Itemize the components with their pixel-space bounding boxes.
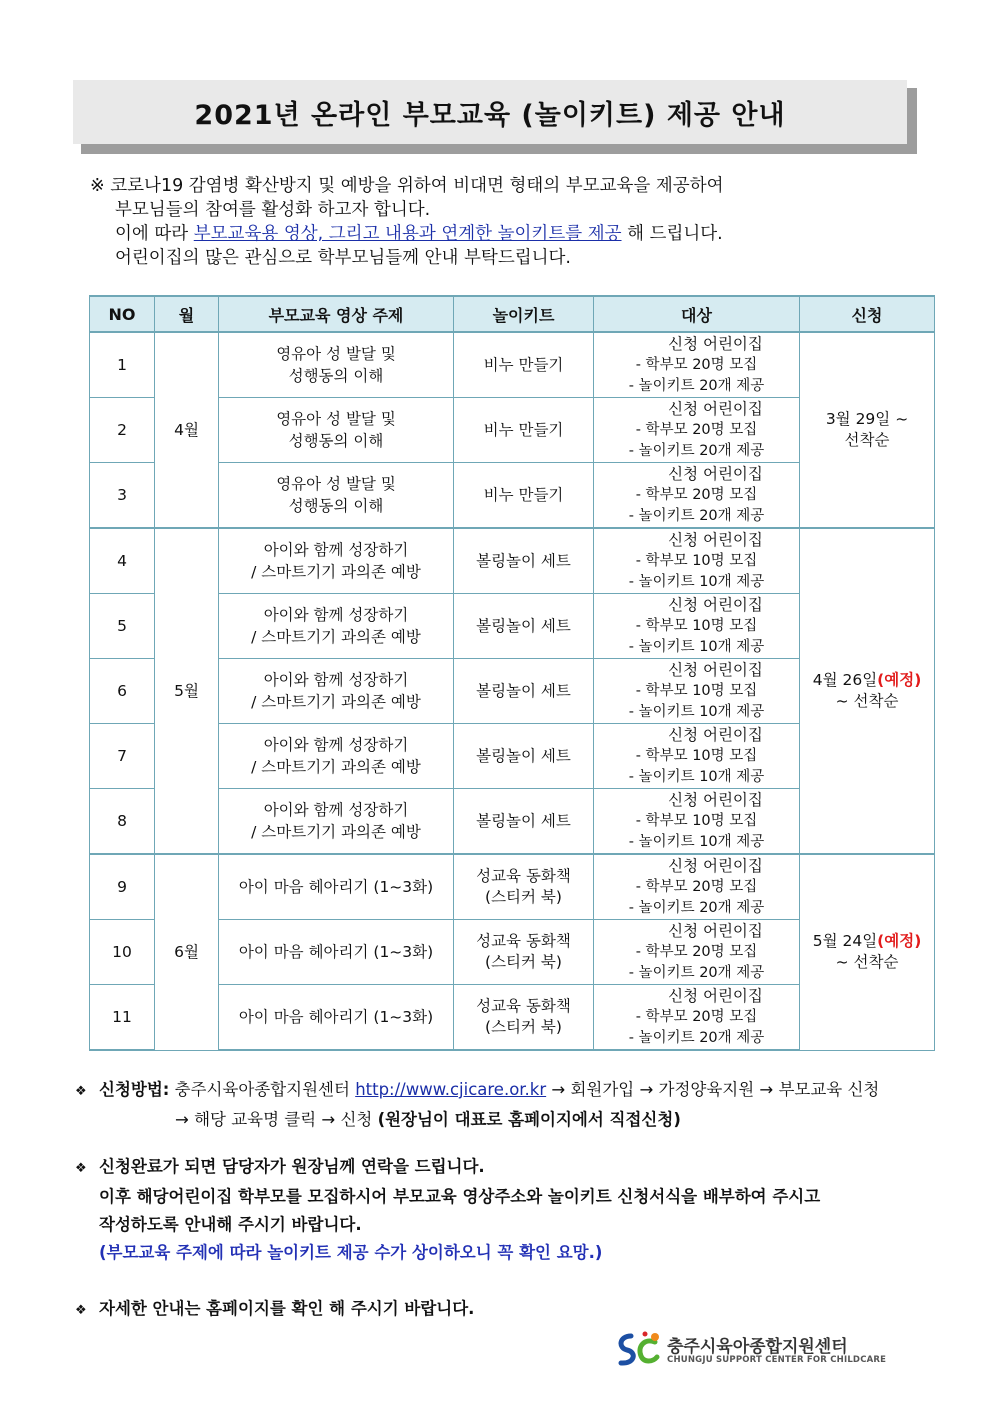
cell-topic	[219, 332, 454, 398]
cell-kit	[454, 398, 594, 463]
header-target: 대상	[594, 296, 800, 332]
cell-no: 1	[90, 332, 155, 398]
cell-target	[594, 594, 800, 659]
cell-topic	[219, 854, 454, 920]
cell-no: 8	[90, 789, 155, 855]
target-line-3: - 놀이키트 20개 제공	[628, 964, 765, 981]
method-steps: → 회원가입 → 가정양육지원 → 부모교육 신청	[546, 1080, 880, 1099]
target-line-2: - 학부모 20명 모집	[635, 1008, 758, 1025]
target-line-1: 신청 어린이집	[668, 921, 763, 940]
cell-target	[594, 332, 800, 398]
topic-line-2: / 스마트기기 과의존 예방	[251, 628, 421, 646]
cell-kit	[454, 789, 594, 855]
cell-target	[594, 854, 800, 920]
target-line-3: - 놀이키트 20개 제공	[628, 377, 765, 394]
target-line-3: - 놀이키트 20개 제공	[628, 899, 765, 916]
target-line-3: - 놀이키트 10개 제공	[628, 573, 765, 590]
target-line-3: - 놀이키트 20개 제공	[628, 507, 765, 524]
complete-line-3: 작성하도록 안내해 주시기 바랍니다.	[99, 1215, 362, 1234]
cell-no: 3	[90, 463, 155, 529]
target-line-2: - 학부모 10명 모집	[635, 682, 758, 699]
title-box	[73, 80, 907, 144]
target-line-2: - 학부모 20명 모집	[635, 878, 758, 895]
schedule-table	[89, 295, 935, 1051]
cell-kit	[454, 659, 594, 724]
cell-topic	[219, 659, 454, 724]
cell-target	[594, 789, 800, 855]
cell-no: 7	[90, 724, 155, 789]
kit-line-2: (스티커 북)	[485, 1018, 562, 1036]
target-line-2: - 학부모 10명 모집	[635, 617, 758, 634]
cell-target	[594, 659, 800, 724]
cell-kit	[454, 594, 594, 659]
center-logo	[615, 1330, 887, 1372]
topic-line-1: 아이 마음 헤아리기 (1~3화)	[238, 943, 434, 961]
cell-topic	[219, 398, 454, 463]
kit-line-1: 성교육 동화책	[476, 867, 571, 885]
diamond-bullet-icon: ❖	[75, 1084, 87, 1099]
topic-line-1: 영유아 성 발달 및	[276, 345, 396, 363]
header-topic: 부모교육 영상 주제	[219, 296, 454, 332]
cell-no: 6	[90, 659, 155, 724]
target-line-1: 신청 어린이집	[668, 530, 763, 549]
topic-line-1: 영유아 성 발달 및	[276, 475, 396, 493]
target-line-1: 신청 어린이집	[668, 334, 763, 353]
kit-line-1: 볼링놀이 세트	[476, 681, 571, 700]
cell-kit	[454, 985, 594, 1051]
website-link[interactable]: http://www.cjicare.or.kr	[355, 1080, 547, 1099]
target-line-2: - 학부모 20명 모집	[635, 356, 758, 373]
target-line-1: 신청 어린이집	[668, 464, 763, 483]
cell-target	[594, 724, 800, 789]
table-header-row	[90, 296, 935, 332]
kit-line-1: 성교육 동화책	[476, 932, 571, 950]
cell-no: 9	[90, 854, 155, 920]
logo-subtitle: CHUNGJU SUPPORT CENTER FOR CHILDCARE	[667, 1355, 887, 1365]
target-line-1: 신청 어린이집	[668, 856, 763, 875]
intro-line-3-post: 해 드립니다.	[621, 224, 723, 244]
target-line-1: 신청 어린이집	[668, 790, 763, 809]
target-line-3: - 놀이키트 20개 제공	[628, 1029, 765, 1046]
apply-date: 3월 29일 ~	[825, 410, 909, 428]
header-kit: 놀이키트	[454, 296, 594, 332]
target-line-3: - 놀이키트 20개 제공	[628, 442, 765, 459]
method-label: 신청방법:	[99, 1080, 170, 1099]
topic-line-2: / 스마트기기 과의존 예방	[251, 758, 421, 776]
intro-line-2: 부모님들의 참여를 활성화 하고자 합니다.	[115, 200, 431, 220]
cell-month: 4월	[155, 332, 219, 528]
kit-line-2: (스티커 북)	[485, 888, 562, 906]
kit-line-1: 볼링놀이 세트	[476, 551, 571, 570]
cell-kit	[454, 920, 594, 985]
cell-topic	[219, 724, 454, 789]
apply-tentative: (예정)	[877, 932, 922, 951]
kit-line-1: 비누 만들기	[483, 485, 564, 504]
target-line-2: - 학부모 10명 모집	[635, 747, 758, 764]
intro-highlight-link: 부모교육용 영상, 그리고 내용과 연계한 놀이키트를 제공	[193, 224, 622, 244]
method-line2-bold: (원장님이 대표로 홈페이지에서 직접신청)	[377, 1110, 681, 1129]
header-month: 월	[155, 296, 219, 332]
target-line-2: - 학부모 20명 모집	[635, 421, 758, 438]
cell-topic	[219, 789, 454, 855]
apply-date: 5월 24일	[812, 932, 878, 951]
cell-topic	[219, 463, 454, 529]
cell-target	[594, 398, 800, 463]
note-detail	[75, 1295, 955, 1325]
topic-line-2: 성행동의 이해	[288, 367, 384, 385]
cell-no: 2	[90, 398, 155, 463]
target-line-1: 신청 어린이집	[668, 595, 763, 614]
notes-section	[75, 1076, 955, 1344]
target-line-2: - 학부모 20명 모집	[635, 943, 758, 960]
topic-line-2: / 스마트기기 과의존 예방	[251, 563, 421, 581]
note-method	[75, 1076, 955, 1134]
topic-line-1: 영유아 성 발달 및	[276, 410, 396, 428]
apply-date: 4월 26일	[812, 671, 878, 689]
target-line-3: - 놀이키트 10개 제공	[628, 768, 765, 785]
kit-line-2: (스티커 북)	[485, 953, 562, 971]
cell-no: 4	[90, 528, 155, 594]
topic-line-1: 아이와 함께 성장하기	[263, 606, 409, 624]
topic-line-1: 아이 마음 헤아리기 (1~3화)	[238, 1008, 434, 1026]
target-line-2: - 학부모 10명 모집	[635, 552, 758, 569]
kit-line-1: 성교육 동화책	[476, 997, 571, 1015]
cell-apply	[800, 332, 935, 528]
logo-mark-icon	[615, 1330, 665, 1370]
target-line-2: - 학부모 20명 모집	[635, 486, 758, 503]
apply-tentative: (예정)	[877, 671, 922, 689]
topic-line-2: 성행동의 이해	[288, 432, 384, 450]
intro-line-3-pre: 이에 따라	[115, 224, 194, 244]
target-line-2: - 학부모 10명 모집	[635, 812, 758, 829]
intro-paragraph	[90, 174, 910, 270]
target-line-3: - 놀이키트 10개 제공	[628, 833, 765, 850]
cell-topic	[219, 920, 454, 985]
cell-kit	[454, 332, 594, 398]
diamond-bullet-icon: ❖	[75, 1161, 87, 1176]
title-banner	[73, 80, 917, 155]
cell-no: 10	[90, 920, 155, 985]
kit-line-1: 비누 만들기	[483, 420, 564, 439]
target-line-3: - 놀이키트 10개 제공	[628, 638, 765, 655]
cell-topic	[219, 985, 454, 1051]
table-row	[90, 332, 935, 398]
apply-order: ~ 선착순	[835, 953, 899, 972]
topic-line-1: 아이 마음 헤아리기 (1~3화)	[238, 878, 434, 896]
intro-line-4: 어린이집의 많은 관심으로 학부모님들께 안내 부탁드립니다.	[115, 248, 571, 268]
topic-line-1: 아이와 함께 성장하기	[263, 671, 409, 689]
target-line-1: 신청 어린이집	[668, 986, 763, 1005]
target-line-1: 신청 어린이집	[668, 725, 763, 744]
kit-line-1: 볼링놀이 세트	[476, 746, 571, 765]
kit-line-1: 비누 만들기	[483, 355, 564, 374]
kit-line-1: 볼링놀이 세트	[476, 811, 571, 830]
cell-target	[594, 920, 800, 985]
note-complete	[75, 1153, 955, 1267]
cell-no: 5	[90, 594, 155, 659]
target-line-3: - 놀이키트 10개 제공	[628, 703, 765, 720]
apply-order: 선착순	[844, 431, 890, 449]
complete-line-2: 이후 해당어린이집 학부모를 모집하시어 부모교육 영상주소와 놀이키트 신청서식을 배부하여 주시고	[99, 1187, 821, 1206]
table-row	[90, 854, 935, 920]
intro-line-3	[90, 222, 910, 246]
target-line-1: 신청 어린이집	[668, 399, 763, 418]
cell-apply	[800, 854, 935, 1050]
cell-topic	[219, 528, 454, 594]
method-org: 충주시육아종합지원센터	[169, 1080, 356, 1099]
logo-name: 충주시육아종합지원센터	[667, 1337, 848, 1357]
cell-apply	[800, 528, 935, 854]
detail-line: 자세한 안내는 홈페이지를 확인 해 주시기 바랍니다.	[99, 1299, 475, 1318]
cell-topic	[219, 594, 454, 659]
header-no: NO	[90, 296, 155, 332]
cell-target	[594, 463, 800, 529]
method-line2: → 해당 교육명 클릭 → 신청	[175, 1110, 378, 1129]
complete-line-1: 신청완료가 되면 담당자가 원장님께 연락을 드립니다.	[99, 1157, 485, 1176]
cell-kit	[454, 724, 594, 789]
cell-no: 11	[90, 985, 155, 1051]
kit-line-1: 볼링놀이 세트	[476, 616, 571, 635]
intro-line-1: ※ 코로나19 감염병 확산방지 및 예방을 위하여 비대면 형태의 부모교육을 제공하여	[90, 176, 724, 196]
topic-line-1: 아이와 함께 성장하기	[263, 801, 409, 819]
topic-line-2: / 스마트기기 과의존 예방	[251, 823, 421, 841]
apply-order: ~ 선착순	[835, 692, 899, 710]
topic-line-2: / 스마트기기 과의존 예방	[251, 693, 421, 711]
cell-month: 5월	[155, 528, 219, 854]
table-row	[90, 528, 935, 594]
topic-line-2: 성행동의 이해	[288, 497, 384, 515]
cell-kit	[454, 854, 594, 920]
cell-target	[594, 985, 800, 1051]
diamond-bullet-icon: ❖	[75, 1303, 87, 1318]
topic-line-1: 아이와 함께 성장하기	[263, 541, 409, 559]
header-apply: 신청	[800, 296, 935, 332]
cell-kit	[454, 528, 594, 594]
cell-kit	[454, 463, 594, 529]
cell-target	[594, 528, 800, 594]
cell-month: 6월	[155, 854, 219, 1050]
page-title: 2021년 온라인 부모교육 (놀이키트) 제공 안내	[194, 99, 786, 131]
complete-line-4: (부모교육 주제에 따라 놀이키트 제공 수가 상이하오니 꼭 확인 요망.)	[99, 1243, 603, 1262]
target-line-1: 신청 어린이집	[668, 660, 763, 679]
topic-line-1: 아이와 함께 성장하기	[263, 736, 409, 754]
